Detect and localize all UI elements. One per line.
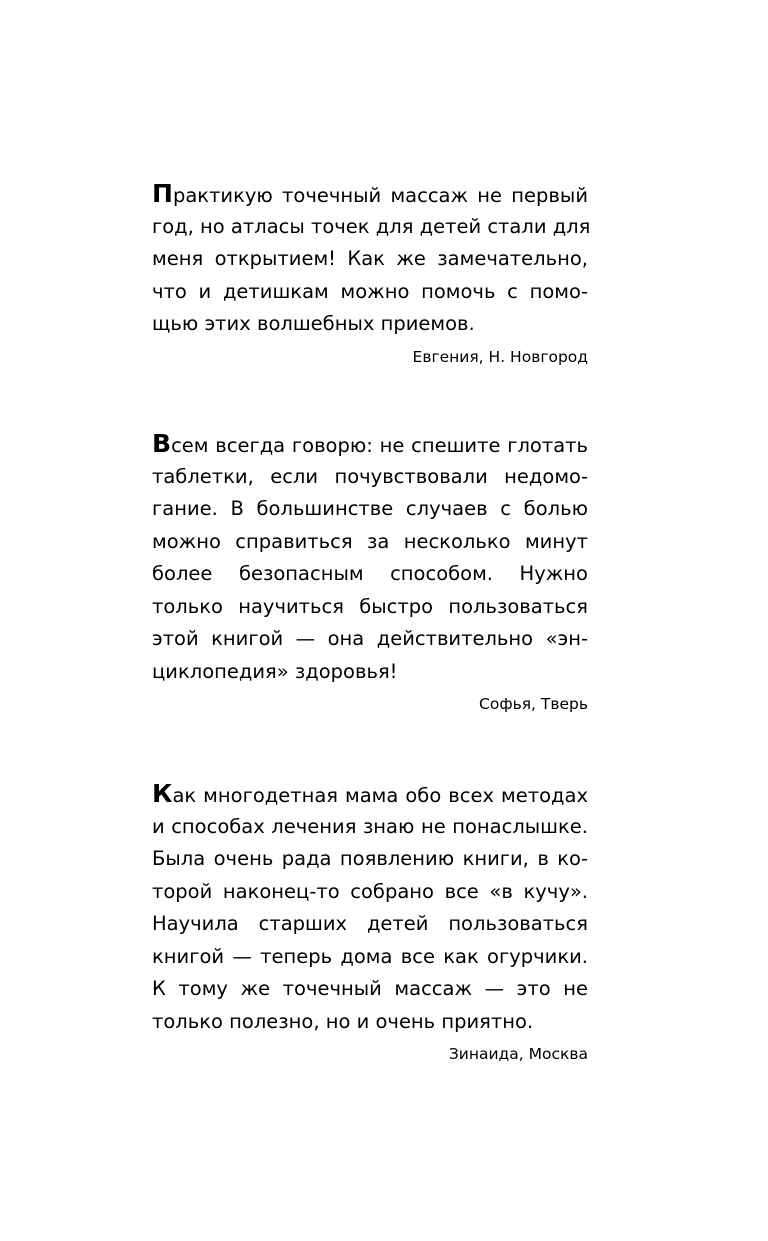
review-text-line: год, но атласы точек для детей стали для: [152, 214, 591, 238]
review-text-line: можно справиться за несколько минут: [152, 529, 588, 553]
review-text-line: таблетки, если почувствовали недомо-: [152, 464, 588, 488]
review-text-line: циклопедия» здоровья!: [152, 659, 398, 683]
review-text-line: Научила старших детей пользоваться: [152, 912, 588, 935]
review-author: Зинаида, Москва: [448, 1045, 588, 1063]
review-text-line: этой книгой — она действительно «эн-: [152, 627, 588, 650]
review-text-line: Практикую точечный массаж не первый: [152, 179, 588, 208]
drop-initial: В: [152, 429, 172, 458]
drop-initial: К: [152, 779, 173, 808]
review-1: [152, 178, 591, 368]
review-text-line: торой наконец-то собрано все «в кучу».: [152, 879, 588, 903]
review-text-line: гание. В большинстве случаев с болью: [152, 497, 588, 520]
review-text-line: щью этих волшебных приемов.: [152, 312, 475, 335]
review-text-line: более безопасным способом. Нужно: [152, 562, 588, 585]
review-3: [152, 778, 588, 1065]
review-text-line: Всем всегда говорю: не спешите глотать: [152, 429, 588, 458]
review-text-line: что и детишкам можно помочь с помо-: [152, 279, 588, 303]
drop-initial: П: [152, 179, 173, 208]
review-text-line: книгой — теперь дома все как огурчики.: [152, 944, 588, 968]
review-text-line: К тому же точечный массаж — это не: [152, 977, 588, 1000]
review-text-line: только научиться быстро пользоваться: [152, 594, 588, 618]
review-text-line: Была очень рада появлению книги, в ко-: [152, 847, 588, 870]
review-text-line: только полезно, но и очень приятно.: [152, 1009, 534, 1033]
review-author: Евгения, Н. Новгород: [412, 347, 588, 366]
review-2: [152, 428, 588, 715]
review-text-line: и способах лечения знаю не понаслышке.: [152, 814, 588, 838]
review-text-line: Как многодетная мама обо всех методах: [152, 779, 588, 808]
review-text-line: меня открытием! Как же замечательно,: [152, 247, 588, 270]
review-author: Софья, Тверь: [479, 695, 588, 713]
